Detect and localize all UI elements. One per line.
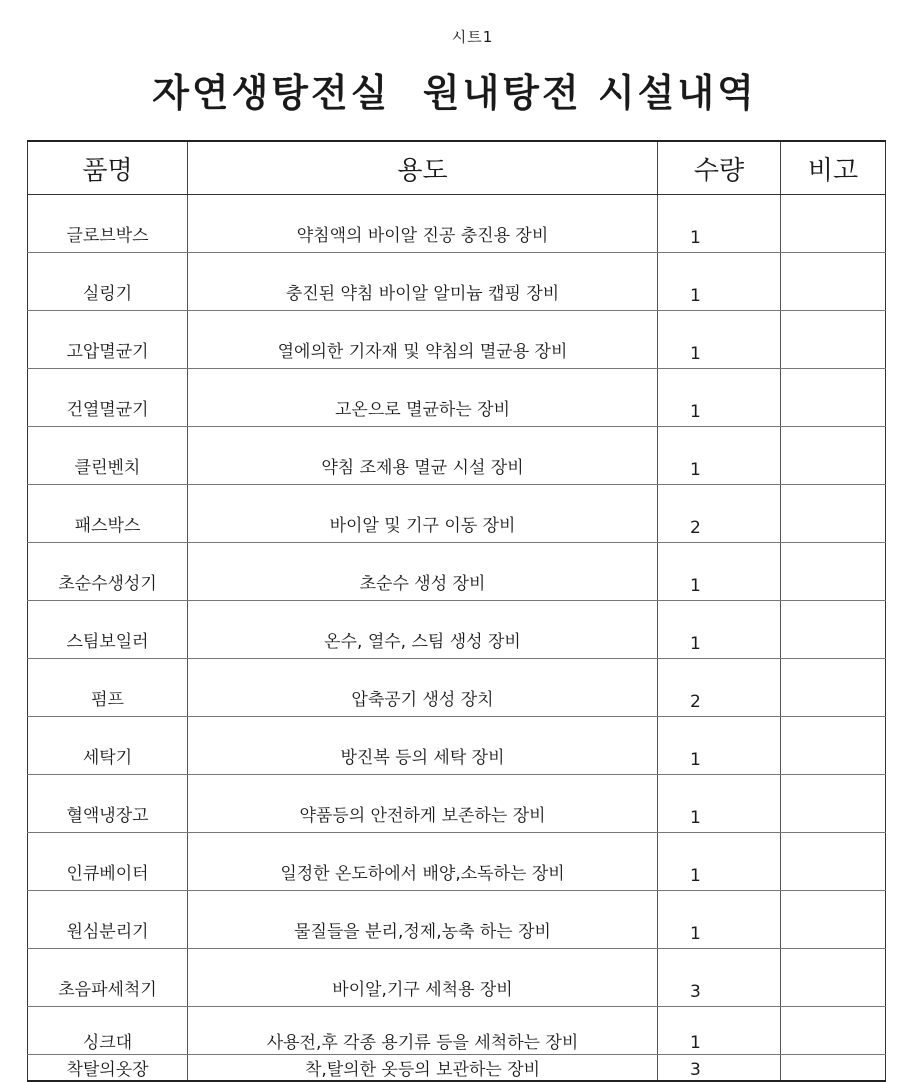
- item-qty: 1: [658, 833, 781, 891]
- column-header-qty: 수량: [658, 141, 781, 195]
- item-qty: 1: [658, 253, 781, 311]
- item-name: 초순수생성기: [28, 543, 188, 601]
- item-name: 클린벤치: [28, 427, 188, 485]
- item-use: 약침액의 바이알 진공 충진용 장비: [188, 195, 658, 253]
- item-note: [781, 485, 886, 543]
- item-name: 패스박스: [28, 485, 188, 543]
- table-row: [28, 311, 886, 369]
- item-name: 인큐베이터: [28, 833, 188, 891]
- table-row: [28, 369, 886, 427]
- item-note: [781, 311, 886, 369]
- table-row: [28, 949, 886, 1007]
- item-note: [781, 833, 886, 891]
- item-qty: 1: [658, 311, 781, 369]
- item-use: 바이알 및 기구 이동 장비: [188, 485, 658, 543]
- item-name: 펌프: [28, 659, 188, 717]
- item-note: [781, 1055, 886, 1082]
- column-header-name: 품명: [28, 141, 188, 195]
- column-header-note: 비고: [781, 141, 886, 195]
- item-note: [781, 427, 886, 485]
- item-note: [781, 369, 886, 427]
- item-note: [781, 195, 886, 253]
- item-name: 싱크대: [28, 1007, 188, 1055]
- item-note: [781, 253, 886, 311]
- item-use: 열에의한 기자재 및 약침의 멸균용 장비: [188, 311, 658, 369]
- item-use: 사용전,후 각종 용기류 등을 세척하는 장비: [188, 1007, 658, 1055]
- sheet-label: 시트1: [451, 28, 494, 46]
- item-use: 방진복 등의 세탁 장비: [188, 717, 658, 775]
- item-note: [781, 659, 886, 717]
- table-row: [28, 1055, 886, 1082]
- item-name: 건열멸균기: [28, 369, 188, 427]
- table-row: [28, 195, 886, 253]
- item-qty: 1: [658, 717, 781, 775]
- item-qty: 1: [658, 775, 781, 833]
- item-use: 약품등의 안전하게 보존하는 장비: [188, 775, 658, 833]
- item-qty: 2: [658, 485, 781, 543]
- item-qty: 1: [658, 195, 781, 253]
- table-row: [28, 427, 886, 485]
- item-qty: 1: [658, 601, 781, 659]
- item-qty: 1: [658, 891, 781, 949]
- table-row: [28, 1007, 886, 1055]
- item-use: 바이알,기구 세척용 장비: [188, 949, 658, 1007]
- item-use: 고온으로 멸균하는 장비: [188, 369, 658, 427]
- item-qty: 3: [658, 949, 781, 1007]
- item-use: 압축공기 생성 장치: [188, 659, 658, 717]
- item-name: 착탈의옷장: [28, 1055, 188, 1082]
- table-row: [28, 601, 886, 659]
- item-use: 약침 조제용 멸균 시설 장비: [188, 427, 658, 485]
- item-name: 글로브박스: [28, 195, 188, 253]
- table-row: [28, 485, 886, 543]
- item-use: 물질들을 분리,정제,농축 하는 장비: [188, 891, 658, 949]
- item-qty: 1: [658, 1007, 781, 1055]
- item-use: 온수, 열수, 스팀 생성 장비: [188, 601, 658, 659]
- item-name: 세탁기: [28, 717, 188, 775]
- item-note: [781, 891, 886, 949]
- item-note: [781, 543, 886, 601]
- item-qty: 3: [658, 1055, 781, 1082]
- table-row: [28, 891, 886, 949]
- item-name: 원심분리기: [28, 891, 188, 949]
- item-qty: 2: [658, 659, 781, 717]
- table-row: [28, 543, 886, 601]
- table-row: [28, 253, 886, 311]
- item-note: [781, 775, 886, 833]
- item-qty: 1: [658, 543, 781, 601]
- item-name: 혈액냉장고: [28, 775, 188, 833]
- item-note: [781, 717, 886, 775]
- table-row: [28, 717, 886, 775]
- item-use: 초순수 생성 장비: [188, 543, 658, 601]
- item-name: 스팀보일러: [28, 601, 188, 659]
- item-use: 착,탈의한 옷등의 보관하는 장비: [188, 1055, 658, 1082]
- item-name: 초음파세척기: [28, 949, 188, 1007]
- item-qty: 1: [658, 369, 781, 427]
- document-title: 자연생탕전실 원내탕전 시설내역: [152, 71, 757, 115]
- column-header-use: 용도: [188, 141, 658, 195]
- facility-table: [27, 140, 886, 1082]
- table-header-row: [28, 141, 886, 195]
- item-use: 일정한 온도하에서 배양,소독하는 장비: [188, 833, 658, 891]
- table-row: [28, 659, 886, 717]
- item-note: [781, 601, 886, 659]
- item-note: [781, 1007, 886, 1055]
- item-name: 고압멸균기: [28, 311, 188, 369]
- item-use: 충진된 약침 바이알 알미늄 캡핑 장비: [188, 253, 658, 311]
- item-note: [781, 949, 886, 1007]
- table-row: [28, 833, 886, 891]
- item-name: 실링기: [28, 253, 188, 311]
- item-qty: 1: [658, 427, 781, 485]
- table-row: [28, 775, 886, 833]
